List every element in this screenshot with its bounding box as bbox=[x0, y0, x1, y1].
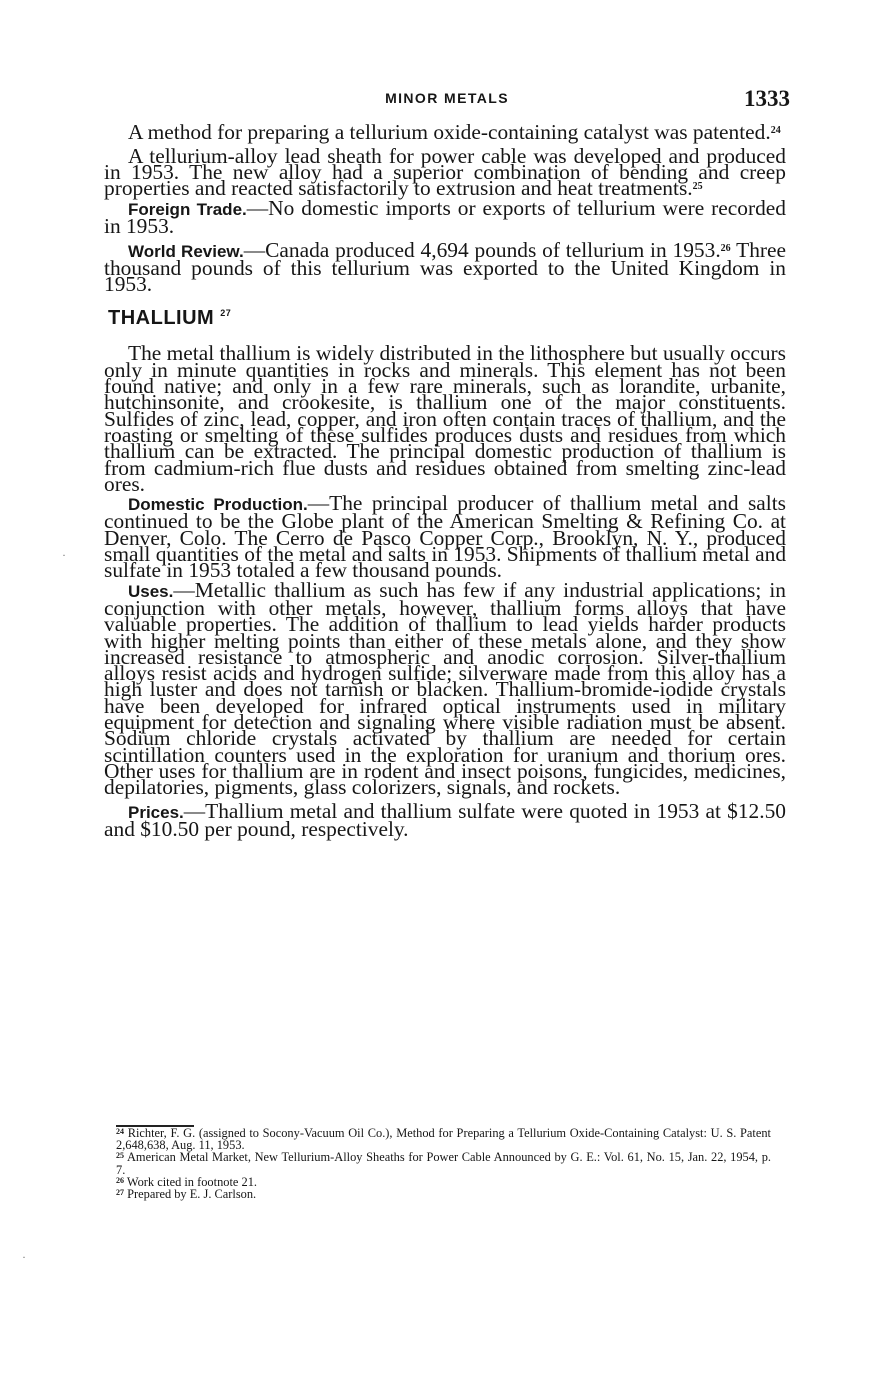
paragraph-text: —No domestic imports or exports of tellurium were recorded in 1953. bbox=[104, 195, 786, 238]
paragraph-lead-sheath bbox=[104, 143, 786, 201]
footnote-ref[interactable]: 26 bbox=[720, 242, 731, 254]
section-title-text: THALLIUM bbox=[108, 307, 215, 330]
paragraph-world-review bbox=[104, 237, 786, 297]
paragraph-text: The metal thallium is widely distributed in the lithosphere but usually occurs only in minute quantities in rocks and minerals. This element has not been found native; and only in a few rare minerals, such as lorandite, urbanite, hutchinsonite, and crookesite, is thallium one of the major constituents. Sulfides of zinc, lead, copper, and iron often contain traces of thallium, and the roasting or smelting of these sulfides produces dusts and residues from which thallium can be extracted. The principal domestic production of thallium is from cadmium-rich flue dusts and residues obtained from smelting zinc-lead ores. bbox=[104, 341, 786, 496]
paragraph-text: —Thallium metal and thallium sulfate were quoted in 1953 at $12.50 and $10.50 per pound, respectively. bbox=[104, 798, 786, 842]
page-header bbox=[104, 86, 790, 120]
body-text bbox=[104, 120, 787, 845]
footnote-number: 26 bbox=[116, 1175, 124, 1185]
footnote-ref[interactable]: 24 bbox=[770, 125, 781, 136]
paragraph-heading: World Review. bbox=[128, 241, 244, 261]
paragraph-text: Three thousand pounds of this tellurium was exported to the United Kingdom in 1953. bbox=[104, 237, 786, 297]
paragraph-text: —Canada produced 4,694 pounds of tellurium in 1953. bbox=[243, 237, 721, 262]
footnotes bbox=[116, 1127, 771, 1200]
footnote-24 bbox=[116, 1127, 771, 1151]
scan-margin-mark: · bbox=[22, 1250, 26, 1264]
footnote-text: Prepared by E. J. Carlson. bbox=[127, 1187, 257, 1202]
footnote-text: Work cited in footnote 21. bbox=[126, 1174, 257, 1189]
paragraph-heading: Domestic Production. bbox=[128, 495, 308, 515]
paragraph-text: A tellurium-alloy lead sheath for power cable was developed and produced in 1953. The new alloy had a superior combination of bending and creep properties and reacted satisfactorily to extrusion and heat treatments. bbox=[104, 143, 786, 201]
paragraph-catalyst bbox=[104, 120, 786, 144]
footnote-ref[interactable]: 25 bbox=[692, 181, 703, 193]
paragraph-domestic-production bbox=[104, 491, 787, 583]
footnote-number: 25 bbox=[116, 1151, 124, 1161]
scan-margin-mark: · bbox=[62, 548, 66, 562]
paragraph-foreign-trade bbox=[104, 195, 786, 238]
page-number: 1333 bbox=[744, 86, 790, 111]
paragraph-heading: Uses. bbox=[128, 581, 174, 601]
paragraph-heading: Prices. bbox=[128, 802, 184, 822]
section-title bbox=[104, 308, 786, 328]
footnote-number: 27 bbox=[116, 1188, 124, 1198]
paragraph-heading: Foreign Trade. bbox=[128, 199, 247, 219]
footnote-text: American Metal Market, New Tellurium-Alloy Sheaths for Power Cable Announced by G. E.: Vol. 61, No. 15, Jan. 22, 1954, p. 7. bbox=[116, 1150, 771, 1177]
footnote-25 bbox=[116, 1151, 771, 1175]
footnote-ref[interactable]: 27 bbox=[220, 308, 232, 319]
paragraph-text: —The principal producer of thallium metal and salts continued to be the Globe plant of the American Smelting & Refining Co. at Denver, Colo. The Cerro de Pasco Copper Corp., Brooklyn, N. Y., produced small quantities of the metal and salts in 1953. Shipments of thallium metal and sulfate in 1953 totaled a few thousand pounds. bbox=[104, 491, 787, 583]
paragraph-text: —Metallic thallium as such has few if any industrial applications; in conjunction with other metals, however, thallium forms alloys that have valuable properties. The addition of thallium to lead yields harder products with higher melting points than either of these metals alone, and they show increased resistance to atmospheric and anodic corrosion. Silver-thallium alloys resist acids and hydrogen sulfide; silverware made from this alloy has a high luster and does not tarnish or blacken. Thallium-bromide-iodide crystals have been developed for infrared optical instruments used in military equipment for detection and signaling where visible radiation must be absent. Sodium chloride crystals activated by thallium are needed for certain scintillation counters used in the exploration for uranium and thorium ores. Other uses for thallium are in rodent and insect poisons, fungicides, medicines, depilatories, pigments, glass colorizers, signals, and rockets. bbox=[104, 577, 786, 800]
footnote-number: 24 bbox=[116, 1127, 124, 1136]
running-head: MINOR METALS bbox=[385, 90, 509, 106]
footnote-27 bbox=[116, 1188, 771, 1200]
paragraph-uses bbox=[104, 577, 786, 800]
paragraph-prices bbox=[104, 798, 786, 842]
paragraph-thallium-intro bbox=[104, 341, 786, 496]
paragraph-text: A method for preparing a tellurium oxide-containing catalyst was patented. bbox=[128, 120, 771, 144]
footnote-text: Richter, F. G. (assigned to Socony-Vacuum Oil Co.), Method for Preparing a Tellurium Oxide-Containing Catalyst: U. S. Patent 2,648,638, Aug. 11, 1953. bbox=[116, 1126, 771, 1153]
